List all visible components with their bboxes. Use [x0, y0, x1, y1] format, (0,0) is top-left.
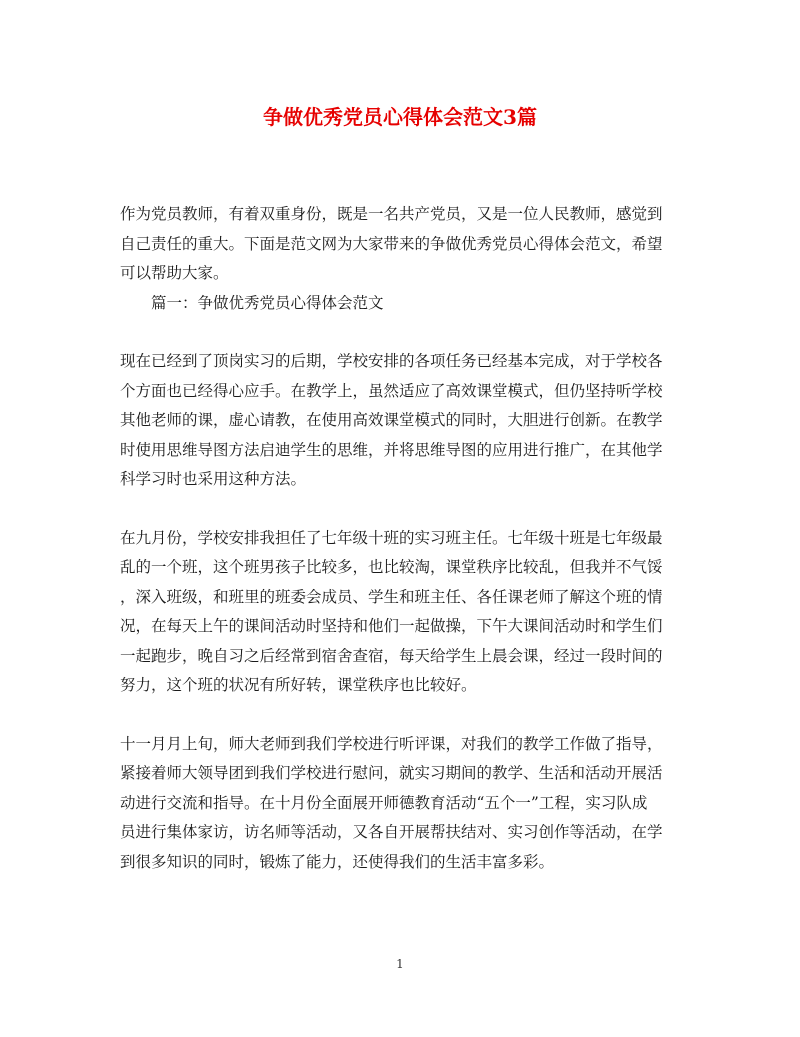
section-heading: 篇一：争做优秀党员心得体会范文: [151, 293, 384, 312]
body-paragraph-2: 在九月份，学校安排我担任了七年级十班的实习班主任。七年级十班是七年级最 乱的一个班，这个班男孩子比较多，也比较淘，课堂秩序比较乱，但我并不气馁 ，深入班级，和班里的班委会成员、学生和班主任、各任课老师了解这个班的情 况，在每天上午的课间活动时坚持和他们一起做操，下午大课间活动时和学生们 一起跑步，晚自习之后经常到宿舍查宿，每天给学生上晨会课，经过一段时间的 努力，这个班的状况有所好转，课堂秩序也比较好。: [120, 528, 663, 694]
document-title: 争做优秀党员心得体会范文3篇: [263, 105, 537, 129]
intro-paragraph: 作为党员教师，有着双重身份，既是一名共产党员，又是一位人民教师，感觉到 自己责任的重大。下面是范文网为大家带来的争做优秀党员心得体会范文，希望 可以帮助大家。: [120, 205, 663, 282]
body-paragraph-1: 现在已经到了顶岗实习的后期，学校安排的各项任务已经基本完成，对于学校各 个方面也已经得心应手。在教学上，虽然适应了高效课堂模式，但仍坚持听学校 其他老师的课，虚心请教，在使用高效课堂模式的同时，大胆进行创新。在教学 时使用思维导图方法启迪学生的思维，并将思维导图的应用进行推广，在其他学 科学习时也采用这种方法。: [120, 352, 663, 488]
document-body: [120, 200, 685, 877]
body-paragraph-3: 十一月月上旬，师大老师到我们学校进行听评课，对我们的教学工作做了指导， 紧接着师大领导团到我们学校进行慰问，就实习期间的教学、生活和活动开展活 动进行交流和指导。在十月份全面展开师德教育活动“五个一”工程，实习队成 员进行集体家访，访名师等活动，又各自开展帮扶结对、实习创作等活动，在学 到很多知识的同时，锻炼了能力，还使得我们的生活丰富多彩。: [120, 734, 663, 871]
page-number: 1: [396, 957, 404, 971]
